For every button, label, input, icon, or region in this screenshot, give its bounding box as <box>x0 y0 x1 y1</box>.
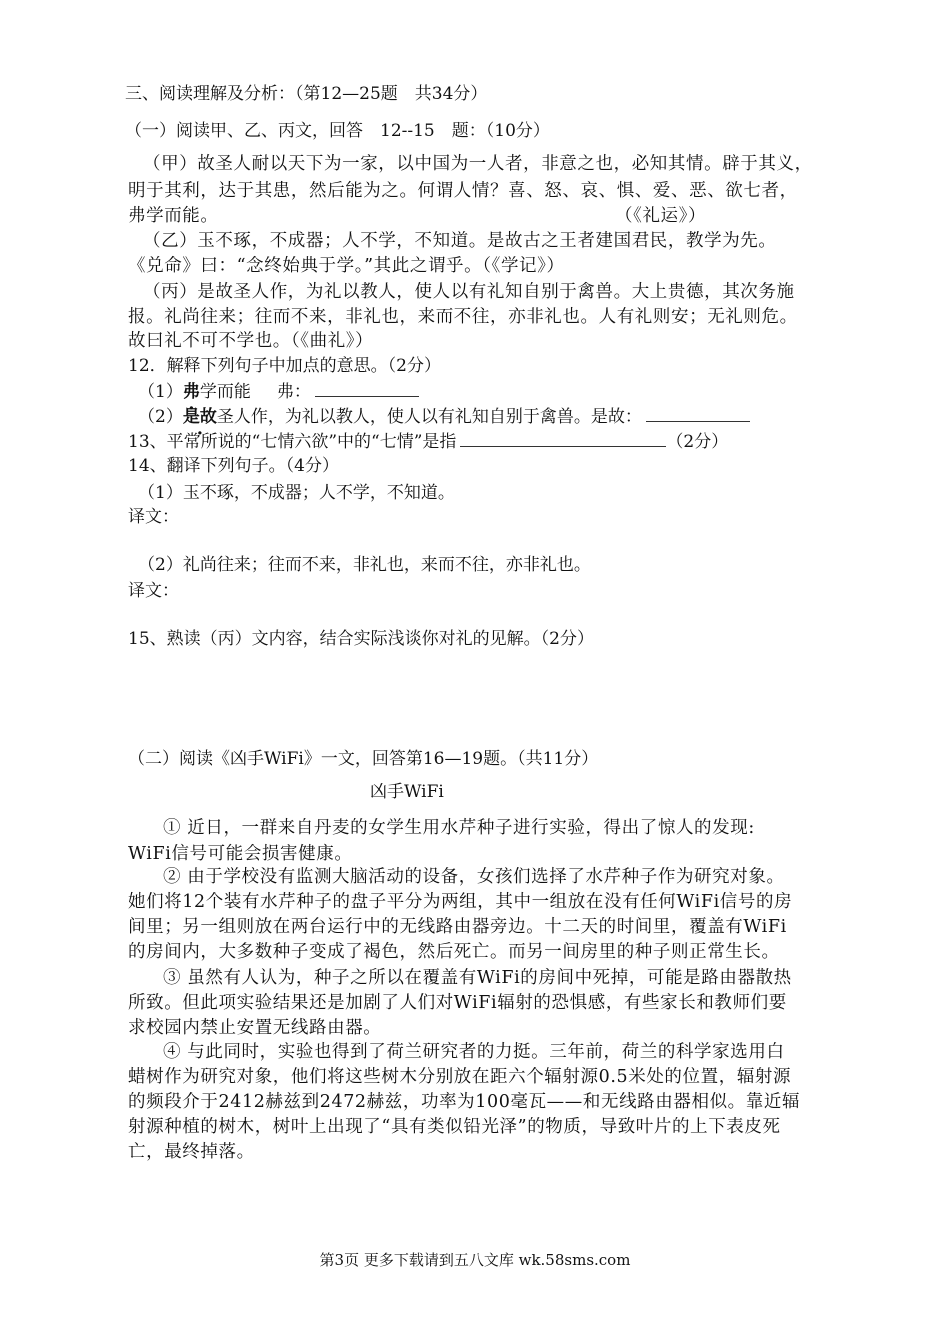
part1-title: （一）阅读甲、乙、丙文，回答 12--15 题：（10分） <box>125 121 550 141</box>
question-15: 15、熟读（丙）文内容，结合实际浅谈你对礼的见解。（2分） <box>128 629 594 649</box>
answer-blank-12-1[interactable] <box>315 380 419 397</box>
part2-title: （二）阅读《凶手WiFi》一文，回答第16—19题。（共11分） <box>128 749 599 769</box>
answer-blank-13[interactable] <box>460 430 666 447</box>
question-13: 13、平常所说的“七情六欲”中的“七情”是指 （2分） <box>128 432 729 452</box>
dotted-char: 弗 <box>182 382 200 402</box>
page-footer: 第3页 更多下载请到五八文库 wk.58sms.com <box>319 1251 631 1269</box>
section3-title: 三、阅读理解及分析：（第12—25题 共34分） <box>125 84 488 104</box>
dotted-chars: 是故 <box>182 407 217 427</box>
article-title: 凶手WiFi <box>370 782 444 802</box>
answer-blank-12-2[interactable] <box>646 405 750 422</box>
translation-label-2: 译文： <box>128 581 179 601</box>
passage-jia-source: （《礼运》） <box>615 206 707 226</box>
translation-label-1: 译文： <box>128 507 179 527</box>
